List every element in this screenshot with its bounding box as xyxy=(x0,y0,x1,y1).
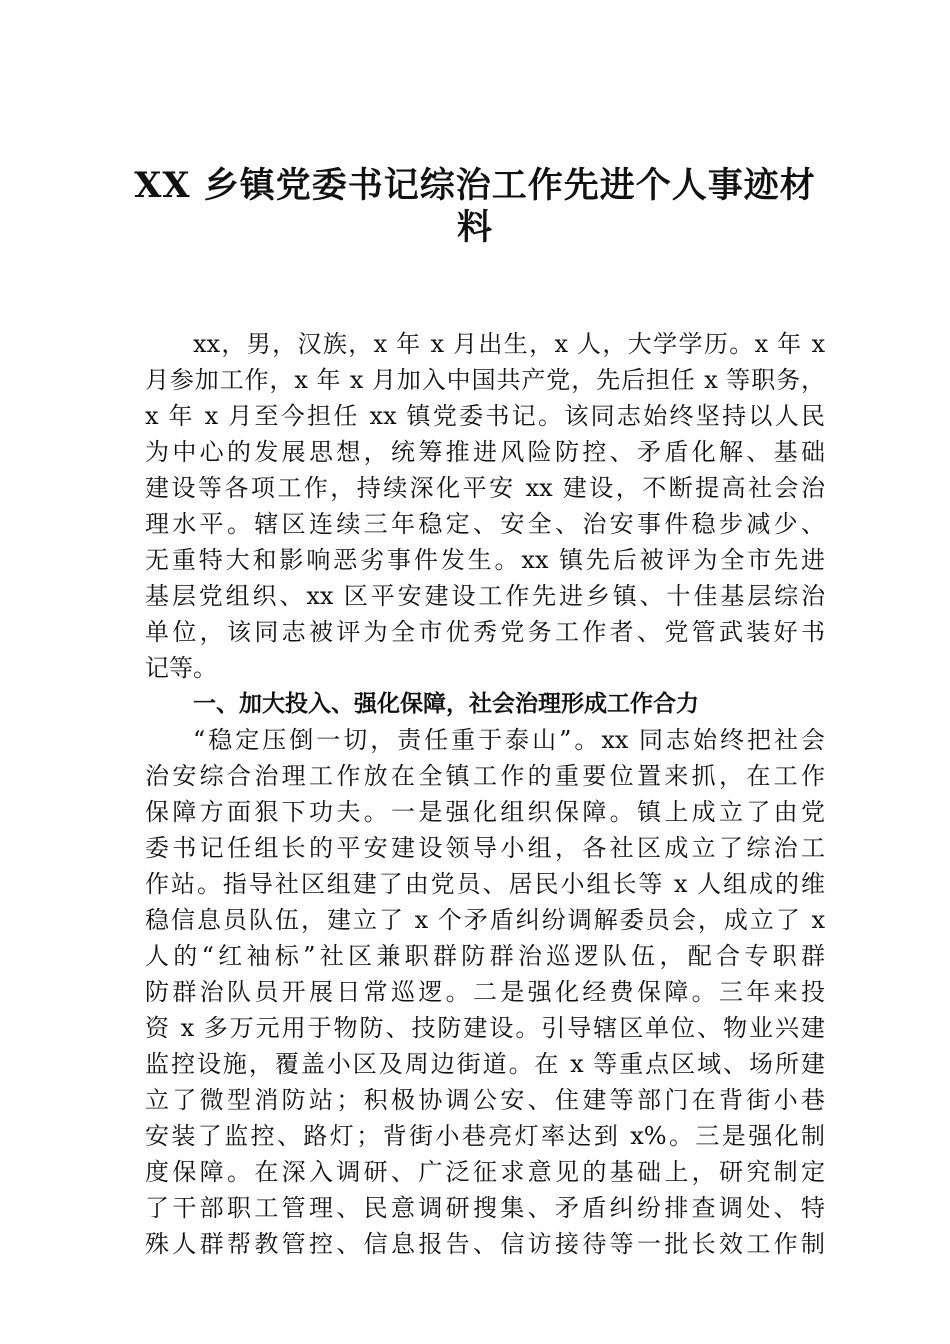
section-heading: 一、加大投入、强化保障，社会治理形成工作合力 xyxy=(193,691,699,717)
body-line: 了干部职工管理、民意调研搜集、矛盾纠纷排查调处、特 xyxy=(145,1194,825,1222)
body-line: 保障方面狠下功夫。一是强化组织保障。镇上成立了由党 xyxy=(145,798,825,826)
document-title-line-1: XX 乡镇党委书记综治工作先进个人事迹材 xyxy=(134,165,816,206)
body-line: 立了微型消防站；积极协调公安、住建等部门在背街小巷 xyxy=(145,1086,825,1114)
body-line: x 年 x 月至今担任 xx 镇党委书记。该同志始终坚持以人民 xyxy=(145,402,825,430)
body-line: 监控设施，覆盖小区及周边街道。在 x 等重点区域、场所建 xyxy=(145,1050,825,1078)
body-line: “稳定压倒一切，责任重于泰山”。xx 同志始终把社会 xyxy=(193,726,825,754)
document-body xyxy=(145,326,825,1262)
document-title-line-2: 料 xyxy=(456,207,493,248)
body-line: xx，男，汉族，x 年 x 月出生，x 人，大学学历。x 年 x xyxy=(193,330,825,358)
body-line: 资 x 多万元用于物防、技防建设。引导辖区单位、物业兴建 xyxy=(145,1014,825,1042)
body-line: 安装了监控、路灯；背街小巷亮灯率达到 x%。三是强化制 xyxy=(145,1122,825,1150)
body-line: 基层党组织、xx 区平安建设工作先进乡镇、十佳基层综治 xyxy=(145,582,825,610)
body-line: 治安综合治理工作放在全镇工作的重要位置来抓，在工作 xyxy=(145,762,825,790)
body-line: 单位，该同志被评为全市优秀党务工作者、党管武装好书 xyxy=(145,618,825,646)
body-line: 理水平。辖区连续三年稳定、安全、治安事件稳步减少、 xyxy=(145,510,825,538)
body-line: 月参加工作，x 年 x 月加入中国共产党，先后担任 x 等职务， xyxy=(145,366,825,394)
body-line: 度保障。在深入调研、广泛征求意见的基础上，研究制定 xyxy=(145,1158,825,1186)
body-line: 建设等各项工作，持续深化平安 xx 建设，不断提高社会治 xyxy=(145,474,825,502)
body-line: 人的“红袖标”社区兼职群防群治巡逻队伍，配合专职群 xyxy=(145,942,825,970)
body-line: 稳信息员队伍，建立了 x 个矛盾纠纷调解委员会，成立了 x xyxy=(145,906,825,934)
body-line: 殊人群帮教管控、信息报告、信访接待等一批长效工作制 xyxy=(145,1230,825,1258)
body-line: 记等。 xyxy=(145,654,217,682)
body-line: 委书记任组长的平安建设领导小组，各社区成立了综治工 xyxy=(145,834,825,862)
body-line: 作站。指导社区组建了由党员、居民小组长等 x 人组成的维 xyxy=(145,870,825,898)
body-line: 防群治队员开展日常巡逻。二是强化经费保障。三年来投 xyxy=(145,978,825,1006)
body-line: 无重特大和影响恶劣事件发生。xx 镇先后被评为全市先进 xyxy=(145,546,825,574)
body-line: 为中心的发展思想，统筹推进风险防控、矛盾化解、基础 xyxy=(145,438,825,466)
